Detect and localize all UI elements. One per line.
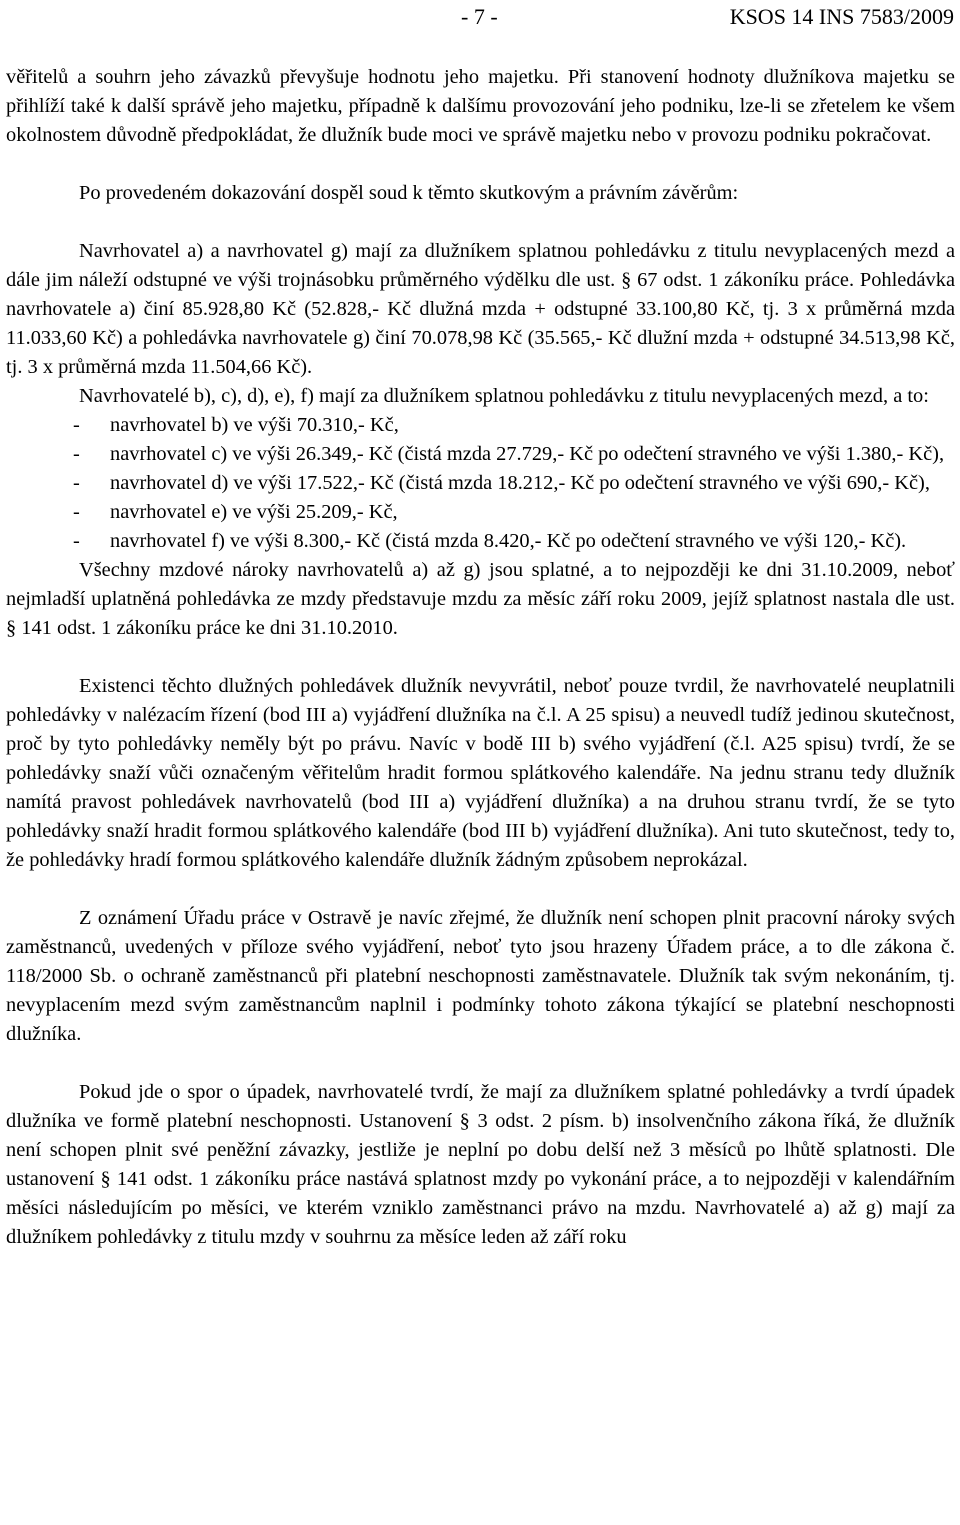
list-dash: - — [73, 501, 80, 523]
list-item: - navrhovatel e) ve výši 25.209,- Kč, — [6, 498, 955, 527]
case-reference: KSOS 14 INS 7583/2009 — [729, 4, 954, 29]
paragraph-debtor-defense: Existenci těchto dlužných pohledávek dlužník nevyvrátil, neboť pouze tvrdil, že navrhovatelé neuplatnili pohledávky v nalézacím řízení (bod III a) vyjádření dlužníka na č.l. A 25 spisu) a neuvedl tudíž jedinou skutečnost, proč by tyto pohledávky neměly být po právu. Navíc v bodě III b) svého vyjádření (č.l. A25 spisu) tvrdí, že se pohledávky snaží vůči označeným věřitelům hradit formou splátkového kalendáře. Na jednu stranu tedy dlužník namítá pravost pohledávek navrhovatelů (bod III a) vyjádření dlužníka) a na druhou stranu tvrdí, že se tyto pohledávky snaží hradit formou splátkového kalendáře (bod III b) vyjádření dlužníka). Ani tuto skutečnost, tedy to, že pohledávky hradí formou splátkového kalendáře dlužník žádným způsobem neprokázal. — [6, 675, 955, 871]
list-dash: - — [73, 530, 80, 552]
paragraph-insolvency-dispute: Pokud jde o spor o úpadek, navrhovatelé tvrdí, že mají za dlužníkem splatné pohledávky a tvrdí úpadek dlužníka ve formě platební neschopnosti. Ustanovení § 3 odst. 2 písm. b) insolvenčního zákona říká, že dlužník není schopen plnit své peněžní závazky, jestliže je neplní po dobu delší než 3 měsíců po lhůtě splatnosti. Dle ustanovení § 141 odst. 1 zákoníku práce nastává splatnost mzdy po vykonání práce, a to nejpozději v kalendářním měsíci následujícím po měsíci, ve kterém vzniklo zaměstnanci právo na mzdu. Navrhovatelé a) až g) mají za dlužníkem pohledávky z titulu mzdy v souhrnu za měsíce leden až září roku — [6, 1081, 955, 1248]
list-item: - navrhovatel b) ve výši 70.310,- Kč, — [6, 411, 955, 440]
list-item: - navrhovatel c) ve výši 26.349,- Kč (čistá mzda 27.729,- Kč po odečtení stravného ve výši 1.380,- Kč), — [6, 440, 955, 469]
paragraph-claims-a-g: Navrhovatel a) a navrhovatel g) mají za dlužníkem splatnou pohledávku z titulu nevyplacených mezd a dále jim náleží odstupné ve výši trojnásobku průměrného výdělku dle ust. § 67 odst. 1 zákoníku práce. Pohledávka navrhovatele a) činí 85.928,80 Kč (52.828,- Kč dlužná mzda + odstupné 33.100,80 Kč, tj. 3 x průměrná mzda 11.033,60 Kč) a pohledávka navrhovatele g) činí 70.078,98 Kč (35.565,- Kč dlužní mzda + odstupné 34.513,98 Kč, tj. 3 x průměrná mzda 11.504,66 Kč). — [6, 240, 955, 378]
paragraph-court-conclusion: Po provedeném dokazování dospěl soud k těmto skutkovým a právním závěrům: — [79, 182, 739, 204]
list-dash: - — [73, 472, 80, 494]
list-item: - navrhovatel f) ve výši 8.300,- Kč (čistá mzda 8.420,- Kč po odečtení stravného ve výši 120,- Kč). — [6, 527, 955, 556]
page-number: - 7 - — [461, 4, 498, 29]
list-dash: - — [73, 443, 80, 465]
claims-list — [6, 411, 955, 556]
paragraph-labour-office: Z oznámení Úřadu práce v Ostravě je navíc zřejmé, že dlužník není schopen plnit pracovní nároky svých zaměstnanců, uvedených v příloze svého vyjádření, neboť tyto jsou hrazeny Úřadem práce, a to dle zákona č. 118/2000 Sb. o ochraně zaměstnanců při platební neschopnosti zaměstnavatele. Dlužník tak svým nekonáním, tj. nevyplacením mezd svým zaměstnancům naplnil i podmínky tohoto zákona týkající se platební neschopnosti dlužníka. — [6, 907, 955, 1045]
paragraph-claims-b-f-intro: Navrhovatelé b), c), d), e), f) mají za dlužníkem splatnou pohledávku z titulu nevyplacených mezd, a to: — [79, 385, 929, 407]
paragraph-due-dates: Všechny mzdové nároky navrhovatelů a) až g) jsou splatné, a to nejpozději ke dni 31.10.2009, neboť nejmladší uplatněná pohledávka ze mzdy představuje mzdu za měsíc září roku 2009, jejíž splatnost nastala dle ust. § 141 odst. 1 zákoníku práce ke dni 31.10.2010. — [6, 559, 955, 639]
list-item: - navrhovatel d) ve výši 17.522,- Kč (čistá mzda 18.212,- Kč po odečtení stravného ve výši 690,- Kč), — [6, 469, 955, 498]
document-body — [6, 63, 955, 1252]
list-dash: - — [73, 414, 80, 436]
paragraph-insolvency-definition: věřitelů a souhrn jeho závazků převyšuje hodnotu jeho majetku. Při stanovení hodnoty dlužníkova majetku se přihlíží také k další správě jeho majetku, případně k dalšímu provozování jeho podniku, lze-li se zřetelem ke všem okolnostem důvodně předpokládat, že dlužník bude moci ve správě majetku nebo v provozu podniku pokračovat. — [6, 66, 955, 146]
page-header — [0, 2, 960, 32]
